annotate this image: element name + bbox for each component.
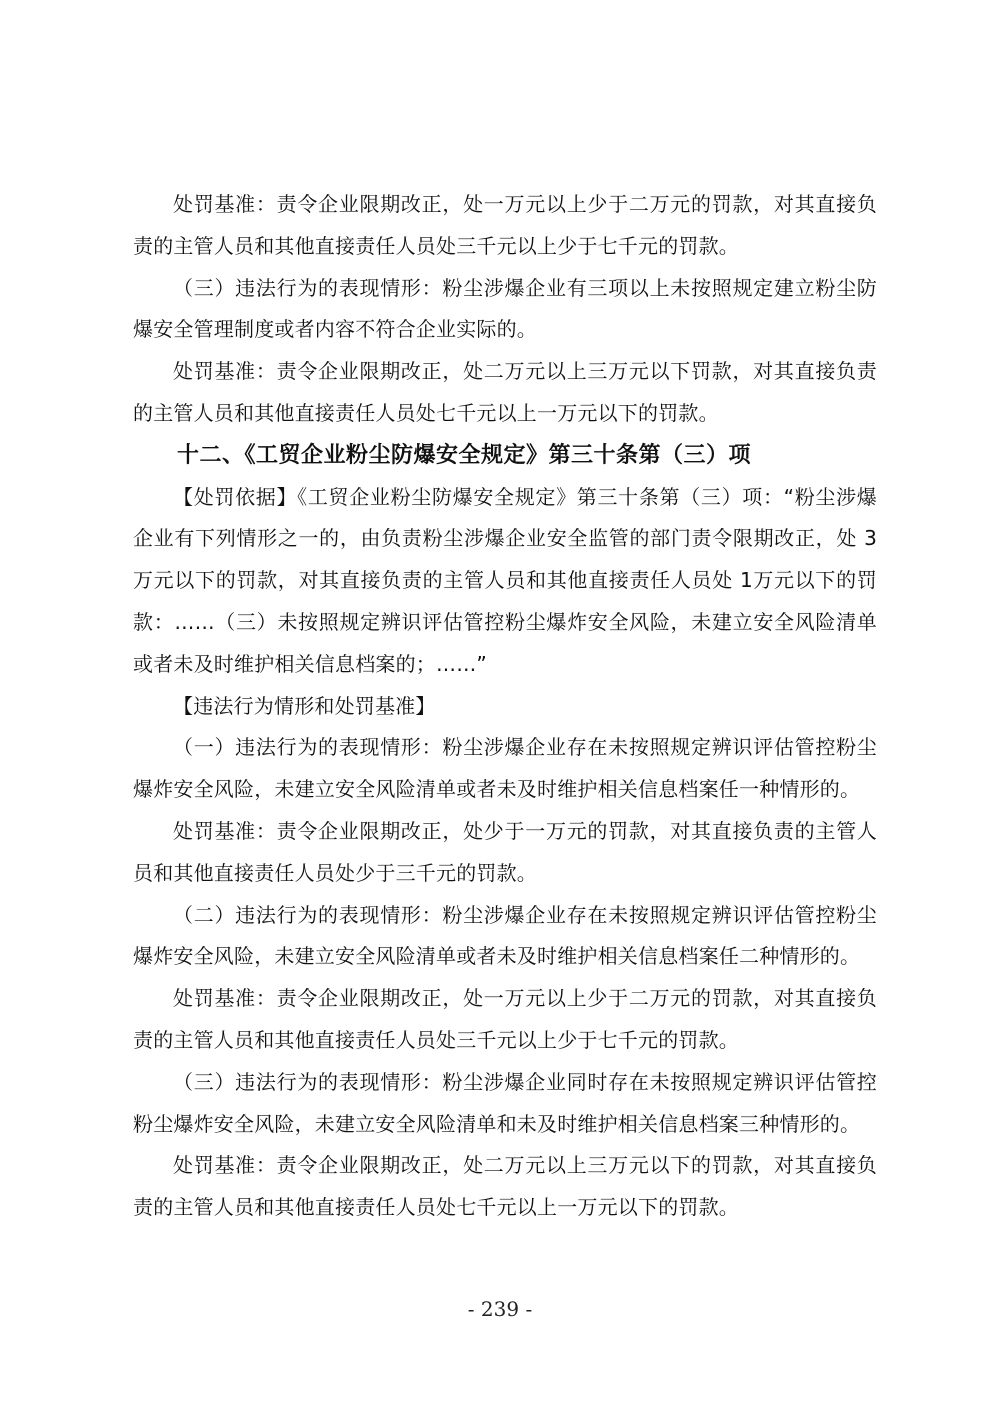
penalty-basis-paragraph: 【处罚依据】《工贸企业粉尘防爆安全规定》第三十条第（三）项：“粉尘涉爆企业有下列情形之一的，由负责粉尘涉爆企业安全监管的部门责令限期改正，处 3 万元以下的罚款，对其直接负责的主管人员和其他直接责任人员处 1万元以下的罚款：……（三）未按照规定辨识评估管控粉尘爆炸安全风险，未建立安全风险清单或者未及时维护相关信息档案的；……” [133,484,877,676]
subsection-label: 【违法行为情形和处罚基准】 [173,693,436,718]
section-heading: 十二、《工贸企业粉尘防爆安全规定》第三十条第（三）项 [177,441,752,468]
violation-case-paragraph: （一）违法行为的表现情形：粉尘涉爆企业存在未按照规定辨识评估管控粉尘爆炸安全风险，未建立安全风险清单或者未及时维护相关信息档案任一种情形的。 [133,735,877,802]
violation-case-paragraph: （三）违法行为的表现情形：粉尘涉爆企业同时存在未按照规定辨识评估管控粉尘爆炸安全风险，未建立安全风险清单和未及时维护相关信息档案三种情形的。 [133,1069,877,1136]
page-number: - 239 - [467,1297,533,1321]
penalty-standard-paragraph: 处罚基准：责令企业限期改正，处一万元以上少于二万元的罚款，对其直接负责的主管人员和其他直接责任人员处三千元以上少于七千元的罚款。 [133,192,877,258]
penalty-standard-paragraph: 处罚基准：责令企业限期改正，处少于一万元的罚款，对其直接负责的主管人员和其他直接责任人员处少于三千元的罚款。 [133,818,877,885]
document-body [133,184,877,1229]
violation-case-paragraph: （二）违法行为的表现情形：粉尘涉爆企业存在未按照规定辨识评估管控粉尘爆炸安全风险，未建立安全风险清单或者未及时维护相关信息档案任二种情形的。 [133,902,877,969]
penalty-standard-paragraph: 处罚基准：责令企业限期改正，处二万元以上三万元以下罚款，对其直接负责的主管人员和其他直接责任人员处七千元以上一万元以下的罚款。 [133,359,877,425]
violation-case-paragraph: （三）违法行为的表现情形：粉尘涉爆企业有三项以上未按照规定建立粉尘防爆安全管理制度或者内容不符合企业实际的。 [133,275,877,342]
penalty-standard-paragraph: 处罚基准：责令企业限期改正，处一万元以上少于二万元的罚款，对其直接负责的主管人员和其他直接责任人员处三千元以上少于七千元的罚款。 [133,986,877,1052]
penalty-standard-paragraph: 处罚基准：责令企业限期改正，处二万元以上三万元以下的罚款，对其直接负责的主管人员和其他直接责任人员处七千元以上一万元以下的罚款。 [133,1153,877,1220]
